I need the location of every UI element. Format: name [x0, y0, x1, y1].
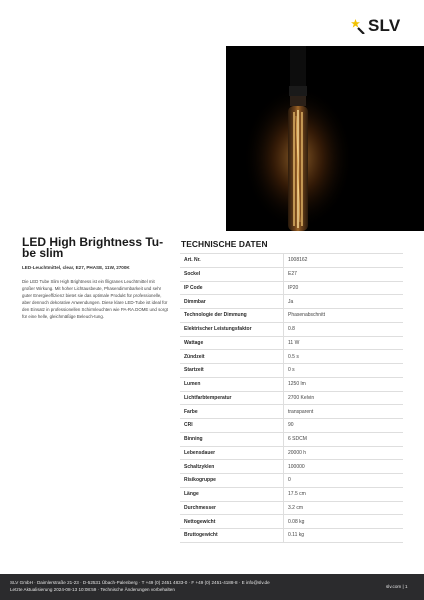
spec-value: 6 SDCM — [284, 432, 404, 446]
spec-value: 11 W — [284, 336, 404, 350]
spec-key: Länge — [180, 487, 284, 501]
spec-value: 1008162 — [284, 254, 404, 268]
spec-key: Wattage — [180, 336, 284, 350]
table-row — [180, 281, 403, 295]
table-row — [180, 364, 403, 378]
spec-key: Risikogruppe — [180, 474, 284, 488]
table-row — [180, 267, 403, 281]
spec-value: 100000 — [284, 460, 404, 474]
product-subtitle: LED-Leuchtmittel, clear, E27, PHASE, 11W, 2700K — [22, 265, 130, 270]
product-description: Die LED Tube Slim High Brightness ist ein filigranes Leuchtmittel mit großer Wirkung. Mit hoher Lichtausbeute, Phasendimmbarkeit und sehr guter Energieeffizienz bietet sie das optimale Produkt für professionelle, aber dennoch dekorative Anwendungen. Diese klare LED-Tube ist ideal für den Einsatz in professionellen Schirmleuchten wie PA-RA.DOME und sorgt für eine helle, gleichmäßige Beleuch-tung. — [22, 279, 168, 319]
table-row — [180, 377, 403, 391]
spec-key: Dimmbar — [180, 295, 284, 309]
table-row — [180, 432, 403, 446]
table-row — [180, 460, 403, 474]
spec-key: Schaltzyklen — [180, 460, 284, 474]
spec-value: 20000 h — [284, 446, 404, 460]
spec-key: IP Code — [180, 281, 284, 295]
spec-key: Durchmesser — [180, 501, 284, 515]
spec-value: 0 s — [284, 364, 404, 378]
spec-key: Nettogewicht — [180, 515, 284, 529]
table-row — [180, 474, 403, 488]
table-row — [180, 336, 403, 350]
spec-value: 90 — [284, 419, 404, 433]
spec-key: Farbe — [180, 405, 284, 419]
spec-value: E27 — [284, 267, 404, 281]
table-row — [180, 515, 403, 529]
table-row — [180, 419, 403, 433]
table-row — [180, 322, 403, 336]
spec-value: 0.5 s — [284, 350, 404, 364]
spec-value: 1250 lm — [284, 377, 404, 391]
table-row — [180, 501, 403, 515]
slv-star-icon — [350, 18, 365, 34]
table-row — [180, 391, 403, 405]
product-title: LED High Brightness Tu-be slim — [22, 235, 164, 260]
table-row — [180, 529, 403, 543]
spec-value: transparent — [284, 405, 404, 419]
spec-key: CRI — [180, 419, 284, 433]
table-row — [180, 295, 403, 309]
spec-value: IP20 — [284, 281, 404, 295]
spec-key: Binning — [180, 432, 284, 446]
footer-update-info: Letzte Aktualisierung 2024-08-13 10:08:59 · Technische Änderungen vorbehalten — [10, 587, 175, 592]
spec-value: 3.2 cm — [284, 501, 404, 515]
spec-value: 0 — [284, 474, 404, 488]
spec-key: Lebensdauer — [180, 446, 284, 460]
spec-key: Art. Nr. — [180, 254, 284, 268]
spec-key: Bruttogewicht — [180, 529, 284, 543]
footer-page-number: slv.com | 1 — [386, 584, 408, 589]
spec-key: Zündzeit — [180, 350, 284, 364]
spec-value: 2700 Kelvin — [284, 391, 404, 405]
product-photo — [226, 46, 424, 231]
table-row — [180, 446, 403, 460]
spec-key: Lichtfarbtemperatur — [180, 391, 284, 405]
table-row — [180, 254, 403, 268]
spec-value: 0.08 kg — [284, 515, 404, 529]
table-row — [180, 487, 403, 501]
table-row — [180, 350, 403, 364]
spec-value: 0.11 kg — [284, 529, 404, 543]
spec-value: Ja — [284, 295, 404, 309]
table-row — [180, 405, 403, 419]
footer-company-info: SLV GmbH · Daimlerstraße 21-23 · D-52531 Übach-Palenberg · T +49 (0) 2451 4833-0 · F +49 (0) 2451-4188-8 · E info@slv.de — [10, 580, 270, 585]
spec-value: 17.5 cm — [284, 487, 404, 501]
spec-key: Startzeit — [180, 364, 284, 378]
spec-value: 0.8 — [284, 322, 404, 336]
spec-key: Sockel — [180, 267, 284, 281]
spec-key: Elektrischer Leistungsfaktor — [180, 322, 284, 336]
brand-name: SLV — [368, 16, 401, 35]
slv-logo — [350, 14, 400, 38]
spec-key: Lumen — [180, 377, 284, 391]
table-row — [180, 309, 403, 323]
tech-data-table — [180, 253, 403, 543]
footer — [0, 574, 424, 600]
tech-data-heading: TECHNISCHE DATEN — [181, 239, 268, 249]
spec-value: Phasenabschnitt — [284, 309, 404, 323]
spec-key: Technologie der Dimmung — [180, 309, 284, 323]
